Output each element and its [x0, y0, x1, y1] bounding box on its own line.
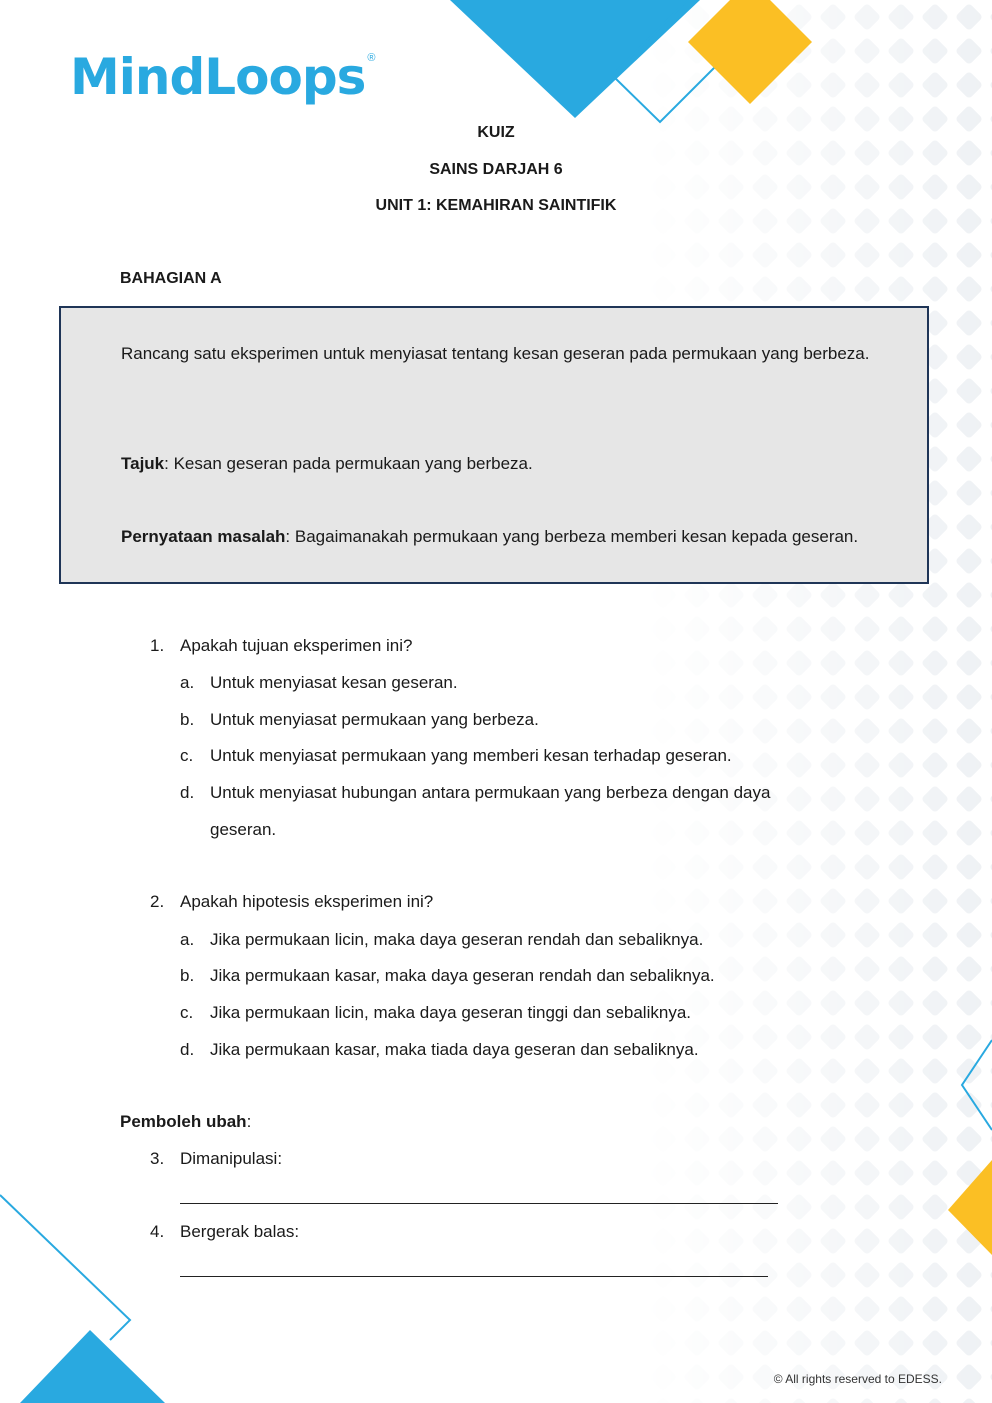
option-text: Untuk menyiasat hubungan antara permukaan yang berbeza dengan daya geseran.	[210, 783, 771, 839]
question-text: Apakah hipotesis eksperimen ini?	[180, 892, 434, 911]
problem-line	[121, 519, 881, 555]
title-label: Tajuk	[121, 454, 165, 473]
question-text: Bergerak balas:	[180, 1222, 300, 1241]
option-text: Untuk menyiasat permukaan yang berbeza.	[210, 710, 539, 729]
problem-label: Pernyataan masalah	[121, 527, 286, 546]
option-text: Jika permukaan kasar, maka tiada daya geseran dan sebaliknya.	[210, 1040, 699, 1059]
variables-heading-suffix: :	[246, 1112, 252, 1131]
option-letter: b.	[180, 710, 195, 729]
option-letter: a.	[180, 930, 195, 949]
section-title: BAHAGIAN A	[120, 270, 222, 287]
question-number: 4.	[150, 1222, 165, 1241]
subject-title: SAINS DARJAH 6	[429, 161, 563, 178]
question-text: Apakah tujuan eksperimen ini?	[180, 636, 413, 655]
title-text: : Kesan geseran pada permukaan yang berbeza.	[164, 454, 533, 473]
quiz-title: KUIZ	[477, 124, 515, 141]
answer-line[interactable]	[180, 1276, 768, 1277]
title-line	[121, 446, 881, 482]
unit-title: UNIT 1: KEMAHIRAN SAINTIFIK	[375, 197, 617, 214]
instruction-intro: Rancang satu eksperimen untuk menyiasat tentang kesan geseran pada permukaan yang berbeza.	[121, 344, 870, 363]
question-text: Dimanipulasi:	[180, 1149, 283, 1168]
option-text: Jika permukaan licin, maka daya geseran rendah dan sebaliknya.	[210, 930, 704, 949]
brand-logo	[70, 48, 376, 106]
problem-text: : Bagaimanakah permukaan yang berbeza memberi kesan kepada geseran.	[285, 527, 859, 546]
question-number: 2.	[150, 892, 165, 911]
variables-heading-label: Pemboleh ubah	[120, 1112, 247, 1131]
registered-mark: ®	[367, 52, 376, 64]
question-number: 3.	[150, 1149, 165, 1168]
option-letter: d.	[180, 783, 195, 802]
instruction-box	[59, 306, 929, 584]
answer-line[interactable]	[180, 1203, 778, 1204]
option-letter: c.	[180, 1003, 194, 1022]
outline-diamond-left	[0, 1195, 130, 1340]
option-text: Jika permukaan kasar, maka daya geseran rendah dan sebaliknya.	[210, 966, 715, 985]
copyright-footer: © All rights reserved to EDESS.	[773, 1372, 942, 1386]
option-letter: b.	[180, 966, 195, 985]
option-text: Jika permukaan licin, maka daya geseran tinggi dan sebaliknya.	[210, 1003, 691, 1022]
blue-diamond-bottom	[20, 1330, 165, 1403]
option-text: Untuk menyiasat kesan geseran.	[210, 673, 458, 692]
option-letter: a.	[180, 673, 195, 692]
question-number: 1.	[150, 636, 165, 655]
option-letter: c.	[180, 746, 194, 765]
logo-text: MindLoops	[70, 48, 366, 106]
variables-heading	[120, 1112, 251, 1132]
option-letter: d.	[180, 1040, 195, 1059]
option-text: Untuk menyiasat permukaan yang memberi kesan terhadap geseran.	[210, 746, 732, 765]
